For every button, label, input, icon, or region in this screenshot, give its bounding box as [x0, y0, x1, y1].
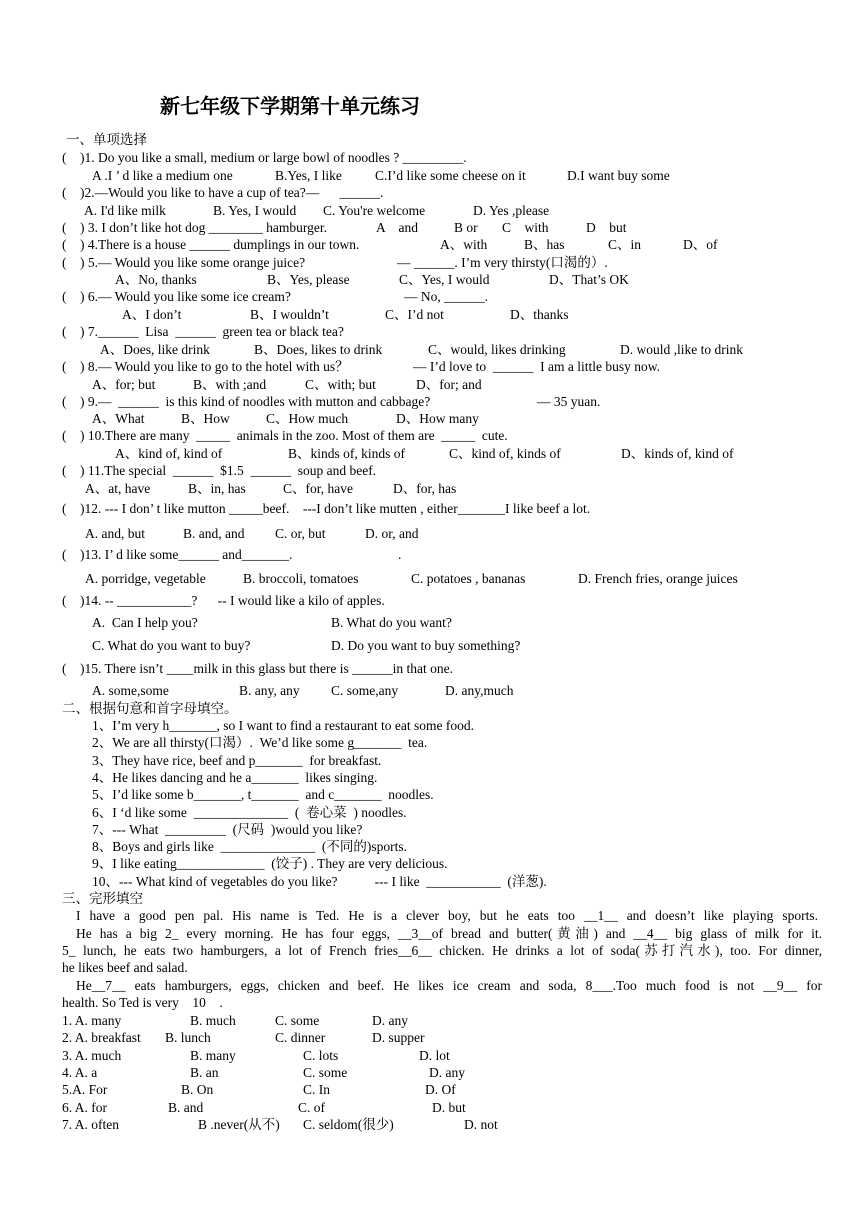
- text-line: [0, 752, 830, 770]
- text-line: [0, 271, 830, 289]
- text-line: [0, 1116, 830, 1134]
- text-line: [0, 288, 830, 306]
- text-line: [0, 1012, 830, 1030]
- cloze-option: B. On: [181, 1082, 214, 1098]
- answer-option: A、kind of, kind of: [115, 446, 223, 461]
- question-stem: ( ) 10.There are many _____ animals in the zoo. Most of them are _____ cute.: [62, 428, 508, 443]
- cloze-option: D. supper: [372, 1030, 425, 1046]
- cloze-option: C. of: [298, 1099, 325, 1115]
- fill-blank-item: 5、I’d like some b_______, t_______ and c_______ noodles.: [92, 787, 434, 803]
- answer-option: D、That’s OK: [549, 272, 629, 287]
- question-stem: ( ) 8.— Would you like to go to the hotel with us？: [62, 359, 349, 374]
- answer-option: B. and, and: [183, 526, 245, 541]
- answer-option: C. What do you want to buy?: [92, 638, 251, 653]
- text-line: [0, 734, 830, 752]
- text-line: [0, 184, 830, 202]
- answer-option: B. broccoli, tomatoes: [243, 571, 359, 586]
- question-response: — ______. I’m very thirsty(口渴的）.: [397, 255, 608, 270]
- question-stem: ( ) 7.______ Lisa ______ green tea or black tea?: [62, 324, 344, 339]
- question-stem: ( ) 9.— ______ is this kind of noodles with mutton and cabbage?: [62, 394, 431, 409]
- cloze-option: B. much: [190, 1013, 236, 1028]
- cloze-passage: 5_ lunch, he eats two hamburgers, a lot of French fries__6__ chicken. He drinks a lot of soda(苏打汽水), too. For dinner,: [62, 943, 822, 958]
- text-line: [0, 427, 830, 445]
- answer-option: C、with; but: [305, 377, 376, 392]
- cloze-option: B. an: [190, 1064, 219, 1080]
- answer-option: A、No, thanks: [115, 272, 197, 287]
- cloze-option: 2. A. breakfast: [62, 1030, 141, 1046]
- cloze-option: C. some: [303, 1064, 348, 1080]
- answer-option: D、of: [683, 237, 718, 252]
- text-line: [0, 821, 830, 839]
- text-line: [0, 614, 830, 632]
- cloze-option: C. dinner: [275, 1030, 326, 1046]
- cloze-option: B. many: [190, 1047, 236, 1063]
- fill-blank-item: 7、--- What _________ (尺码 )would you like?: [92, 821, 363, 837]
- text-line: [0, 219, 830, 237]
- text-line: [0, 131, 830, 149]
- answer-option: A、What: [92, 411, 145, 426]
- text-line: [0, 769, 830, 787]
- section-heading: 二、根据句意和首字母填空。: [62, 701, 238, 716]
- text-line: [0, 376, 830, 394]
- cloze-passage: He has a big 2_ every morning. He has four eggs, __3__of bread and butter(黄油) and __4__ big glass of milk for it.: [76, 926, 822, 941]
- cloze-option: 4. A. a: [62, 1064, 98, 1080]
- answer-option: A. some,some: [92, 683, 169, 698]
- question-stem: ( )14. -- ___________? -- I would like a kilo of apples.: [62, 593, 385, 608]
- answer-option: C.I’d like some cheese on it: [375, 168, 526, 183]
- text-line: [0, 323, 830, 341]
- cloze-option: B .never(从不): [198, 1116, 280, 1132]
- answer-option: C. potatoes , bananas: [411, 571, 526, 586]
- answer-option: D、for; and: [416, 377, 482, 392]
- section-heading: 三、完形填空: [62, 891, 143, 906]
- answer-option: B. any, any: [239, 683, 300, 698]
- answer-option: B or: [454, 220, 478, 235]
- cloze-passage: I have a good pen pal. His name is Ted. He is a clever boy, but he eats too __1__ and doesn’t like playing sports.: [76, 908, 818, 923]
- answer-option: D、How many: [396, 411, 479, 426]
- text-line: [0, 445, 830, 463]
- section-heading: 一、单项选择: [66, 132, 147, 147]
- page-title: 新七年级下学期第十单元练习: [160, 94, 420, 118]
- question-response: — 35 yuan.: [537, 394, 601, 409]
- fill-blank-item: 1、I’m very h_______, so I want to find a restaurant to eat some food.: [92, 718, 475, 733]
- answer-option: D. would ,like to drink: [620, 342, 743, 357]
- answer-option: B、kinds of, kinds of: [288, 446, 406, 461]
- text-line: [0, 202, 830, 220]
- cloze-option: D. but: [432, 1099, 466, 1115]
- text-line: [0, 1064, 830, 1082]
- question-response: .: [398, 547, 402, 562]
- question-stem: ( ) 5.— Would you like some orange juice?: [62, 255, 306, 270]
- cloze-option: D. not: [464, 1116, 498, 1132]
- text-line: [0, 1029, 830, 1047]
- text-line: [0, 838, 830, 856]
- text-line: [0, 236, 830, 254]
- text-line: [0, 977, 830, 995]
- fill-blank-item: 8、Boys and girls like ______________ (不同的)sports.: [92, 839, 407, 855]
- answer-option: D. Yes ,please: [473, 203, 550, 218]
- cloze-option: 7. A. often: [62, 1116, 119, 1132]
- text-line: [0, 500, 830, 518]
- answer-option: A. and, but: [85, 526, 145, 541]
- answer-option: B. What do you want?: [331, 615, 452, 630]
- text-line: [0, 959, 830, 977]
- answer-option: B、in, has: [188, 481, 246, 496]
- answer-option: A、for; but: [92, 377, 156, 392]
- cloze-option: 5.A. For: [62, 1082, 108, 1098]
- answer-option: C with: [502, 220, 549, 235]
- answer-option: A、Does, like drink: [100, 342, 210, 357]
- cloze-option: D. lot: [419, 1047, 450, 1063]
- text-line: [0, 306, 830, 324]
- answer-option: C、in: [608, 237, 642, 252]
- answer-option: A .I ’ d like a medium one: [92, 168, 233, 183]
- question-stem: ( )15. There isn’t ____milk in this glass but there is ______in that one.: [62, 661, 453, 676]
- cloze-option: B. lunch: [165, 1030, 211, 1046]
- answer-option: C、How much: [266, 411, 349, 426]
- answer-option: C、kind of, kinds of: [449, 446, 561, 461]
- text-line: [0, 925, 830, 943]
- question-stem: ( )1. Do you like a small, medium or large bowl of noodles ? _________.: [62, 150, 467, 165]
- answer-option: B、has: [524, 237, 565, 252]
- answer-option: A. porridge, vegetable: [85, 571, 206, 586]
- text-line: [0, 942, 830, 960]
- cloze-option: C. some: [275, 1013, 320, 1028]
- question-stem: ( )12. --- I don’ t like mutton _____beef. ---I don’t like mutten , either_______I like beef a lot.: [62, 501, 591, 516]
- text-line: [0, 358, 830, 376]
- text-line: [0, 592, 830, 610]
- answer-option: A、at, have: [85, 481, 151, 496]
- question-stem: ( ) 3. I don’t like hot dog ________ hamburger.: [62, 220, 327, 235]
- text-line: [0, 525, 830, 543]
- fill-blank-item: 2、We are all thirsty(口渴）. We’d like some g_______ tea.: [92, 735, 428, 751]
- text-line: [0, 717, 830, 735]
- text-line: [0, 855, 830, 873]
- answer-option: D、kinds of, kind of: [621, 446, 734, 461]
- fill-blank-item: 6、I ‘d like some ______________ ( 卷心菜 ) noodles.: [92, 804, 407, 820]
- cloze-option: D. Of: [425, 1082, 456, 1098]
- question-stem: ( )2.—Would you like to have a cup of tea?— ______.: [62, 185, 384, 200]
- answer-option: B、Does, likes to drink: [254, 342, 383, 357]
- text-line: [0, 341, 830, 359]
- question-stem: ( ) 11.The special ______ $1.5 ______ soup and beef.: [62, 463, 377, 478]
- answer-option: D. any,much: [445, 683, 514, 698]
- text-line: [0, 167, 830, 185]
- cloze-option: C. In: [303, 1082, 330, 1098]
- question-stem: ( ) 6.— Would you like some ice cream?: [62, 289, 291, 304]
- cloze-option: B. and: [168, 1099, 204, 1115]
- question-response: — No, ______.: [404, 289, 488, 304]
- answer-option: D but: [586, 220, 627, 235]
- answer-option: B、with ;and: [193, 377, 267, 392]
- fill-blank-item: 9、I like eating_____________ (饺子) . They are very delicious.: [92, 856, 448, 872]
- text-line: [0, 462, 830, 480]
- text-line: [0, 786, 830, 804]
- text-line: [0, 804, 830, 822]
- text-line: [0, 393, 830, 411]
- answer-option: D、for, has: [393, 481, 457, 496]
- cloze-passage: he likes beef and salad.: [62, 960, 188, 975]
- answer-option: C、Yes, I would: [399, 272, 490, 287]
- answer-option: A、I don’t: [122, 307, 182, 322]
- answer-option: C、would, likes drinking: [428, 342, 566, 357]
- answer-option: C. some,any: [331, 683, 399, 698]
- answer-option: D.I want buy some: [567, 168, 670, 183]
- answer-option: D. or, and: [365, 526, 419, 541]
- answer-option: B、Yes, please: [267, 272, 350, 287]
- answer-option: A. I'd like milk: [84, 203, 166, 218]
- answer-option: A. Can I help you?: [92, 615, 198, 630]
- answer-option: D. Do you want to buy something?: [331, 638, 521, 653]
- cloze-option: 3. A. much: [62, 1047, 122, 1063]
- text-line: [0, 873, 830, 891]
- cloze-passage: He__7__ eats hamburgers, eggs, chicken and beef. He likes ice cream and soda, 8___.Too much food is not __9__ for: [76, 978, 822, 993]
- text-line: [0, 254, 830, 272]
- answer-option: D、thanks: [510, 307, 569, 322]
- text-line: [0, 410, 830, 428]
- answer-option: C. or, but: [275, 526, 326, 541]
- answer-option: A and: [376, 220, 418, 235]
- answer-option: B、I wouldn’t: [250, 307, 329, 322]
- text-line: [0, 660, 830, 678]
- fill-blank-item: 10、--- What kind of vegetables do you like? --- I like ___________ (洋葱).: [92, 873, 547, 889]
- text-line: [0, 994, 830, 1012]
- text-line: [0, 700, 830, 718]
- answer-option: B.Yes, I like: [275, 168, 342, 183]
- fill-blank-item: 3、They have rice, beef and p_______ for breakfast.: [92, 752, 382, 768]
- text-line: [0, 570, 830, 588]
- cloze-option: D. any: [372, 1013, 408, 1028]
- cloze-option: 6. A. for: [62, 1099, 107, 1115]
- question-stem: ( )13. I’ d like some______ and_______.: [62, 547, 293, 562]
- text-line: [0, 1081, 830, 1099]
- text-line: [0, 890, 830, 908]
- cloze-option: C. lots: [303, 1047, 339, 1063]
- cloze-option: C. seldom(很少): [303, 1116, 394, 1132]
- answer-option: D. French fries, orange juices: [578, 571, 738, 586]
- answer-option: C. You're welcome: [323, 203, 426, 218]
- text-line: [0, 1099, 830, 1117]
- text-line: [0, 149, 830, 167]
- question-stem: ( ) 4.There is a house ______ dumplings in our town.: [62, 237, 360, 252]
- answer-option: A、with: [440, 237, 488, 252]
- cloze-option: D. any: [429, 1064, 465, 1080]
- cloze-option: 1. A. many: [62, 1013, 122, 1028]
- answer-option: C、I’d not: [385, 307, 444, 322]
- text-line: [0, 480, 830, 498]
- answer-option: B、How: [181, 411, 230, 426]
- answer-option: C、for, have: [283, 481, 353, 496]
- text-line: [0, 1047, 830, 1065]
- text-line: [0, 637, 830, 655]
- text-line: [0, 546, 830, 564]
- text-line: [0, 682, 830, 700]
- fill-blank-item: 4、He likes dancing and he a_______ likes singing.: [92, 769, 378, 785]
- text-line: [0, 907, 830, 925]
- cloze-passage: health. So Ted is very 10 .: [62, 995, 223, 1010]
- answer-option: B. Yes, I would: [213, 203, 297, 218]
- question-response: — I’d love to ______ I am a little busy now.: [413, 359, 660, 374]
